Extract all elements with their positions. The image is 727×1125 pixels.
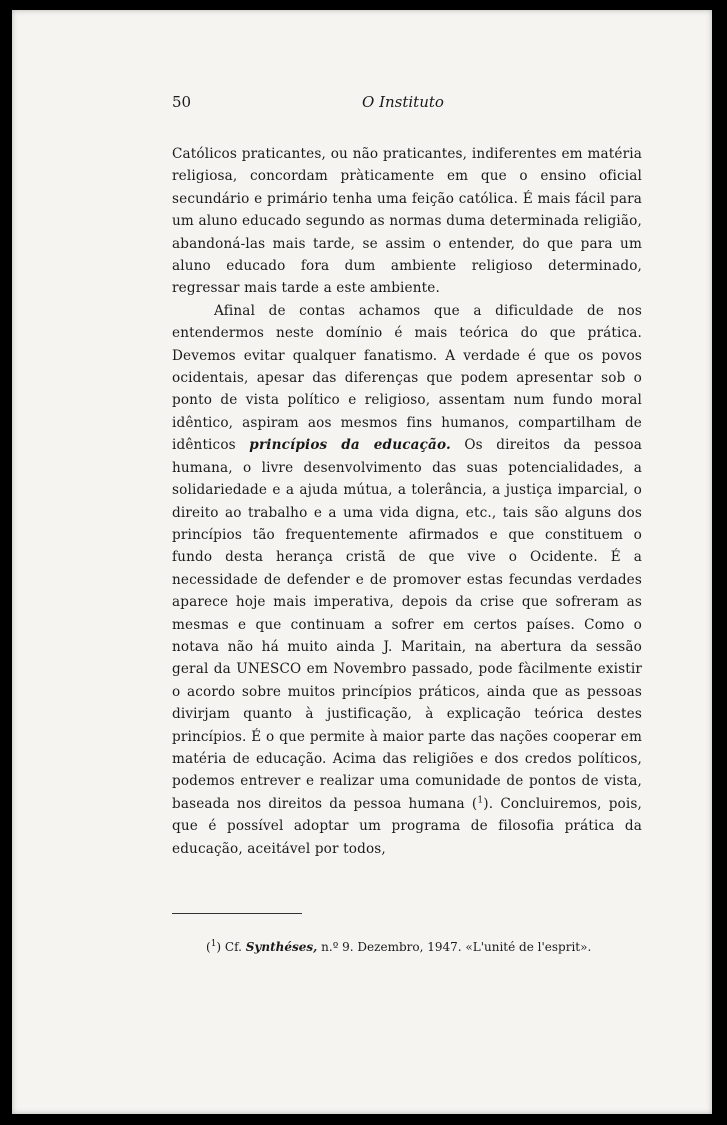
footnote-marker-close: ) (216, 940, 222, 954)
footnote-text-end: n.º 9. Dezembro, 1947. «L'unité de l'esprit». (317, 940, 592, 954)
footnote-divider (172, 913, 302, 914)
paragraph-2-text-start: Afinal de contas achamos que a dificuldade de nos entendermos neste domínio é mais teórica do que prática. Devemos evitar qualquer fanatismo. A verdade é que os povos ocidentais, apesar das diferenças que podem apresentar sob o ponto de vista político e religioso, assentam num fundo moral idêntico, aspiram aos mesmos fins humanos, compartilham de idênticos (172, 302, 642, 454)
page-number: 50 (172, 93, 192, 111)
emphasis-phrase: princípios da educação. (249, 437, 451, 454)
footnote-text-start: Cf. (221, 940, 246, 954)
paragraph-1: Católicos praticantes, ou não praticantes, indiferentes em matéria religiosa, concordam pràticamente em que o ensino oficial secundário e primário tenha uma feição católica. É mais fácil para um aluno educado segundo as normas duma determinada religião, abandoná-las mais tarde, se assim o entender, do que para um aluno educado fora dum ambiente religioso determinado, regressar mais tarde a este ambiente. (172, 146, 642, 297)
running-head (172, 93, 642, 115)
footnote-reference: 1 (477, 795, 484, 806)
footnote-marker-number: 1 (210, 939, 217, 949)
body-text (172, 143, 642, 860)
paragraph-2-text-middle: Os direitos da pessoa humana, o livre desenvolvimento das suas potencialidades, a solidariedade e a ajuda mútua, a tolerância, a justiça imparcial, o direito ao trabalho e a uma vida digna, etc., tais são alguns dos princípios tão frequentemente afirmados e que constituem o fundo desta herança cristã de que vive o Ocidente. É a necessidade de defender e de promover estas fecundas verdades aparece hoje mais imperativa, depois da crise que sofreram as mesmas e que continuam a sofrer em certos países. Como o notava não há muito ainda J. Maritain, na abertura da sessão geral da UNESCO em Novembro passado, pode fàcilmente existir o acordo sobre muitos princípios práticos, ainda que as pessoas divirjam quanto à justificação, à explicação teórica destes princípios. É o que permite à maior parte das nações cooperar em matéria de educação. Acima das religiões e dos credos políticos, podemos entrever e realizar uma comunidade de pontos de vista, baseada nos direitos da pessoa humana ( (172, 437, 643, 812)
footnote-journal: Synthéses, (245, 940, 318, 954)
footnote-marker-open: ( (206, 940, 211, 954)
footnote (206, 939, 646, 955)
paragraph-2 (172, 300, 642, 860)
paragraph-2-text-end: ). Concluiremos, pois, que é possível adoptar um programa de filosofia prática da educação, aceitável por todos, (172, 795, 642, 857)
document-page (12, 10, 712, 1114)
running-title: O Instituto (362, 93, 444, 111)
